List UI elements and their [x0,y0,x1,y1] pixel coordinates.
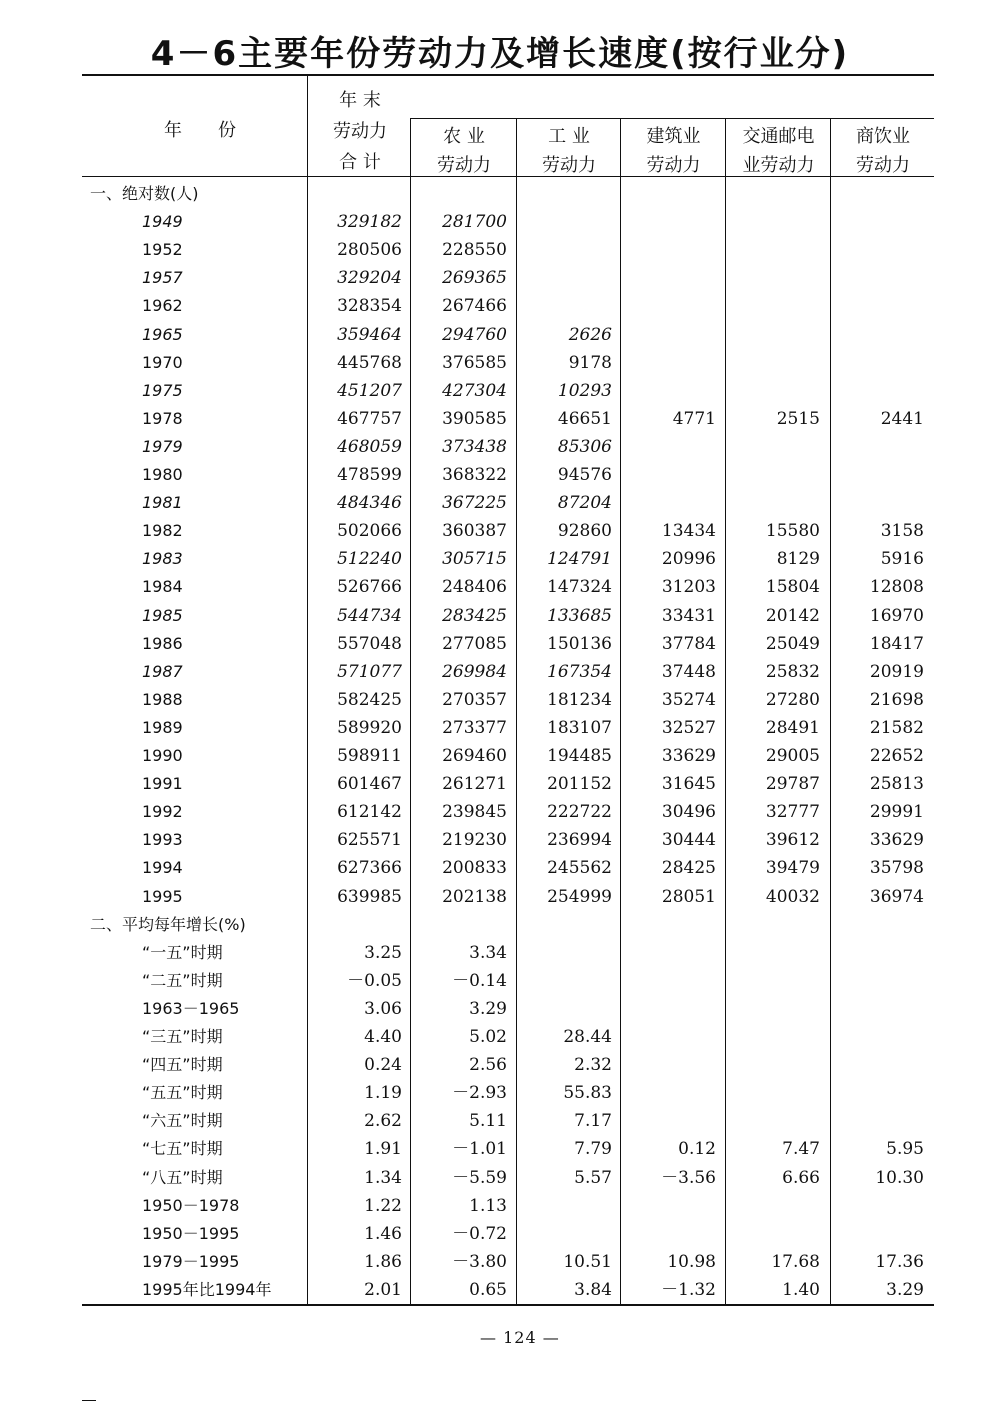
table-row [82,208,934,236]
cell-value: 28491 [765,717,820,738]
cell-value: 5.11 [469,1111,507,1132]
cell-value: 15580 [765,521,820,542]
cell-value: －3.56 [661,1167,716,1188]
cell-value: 2.56 [469,1055,507,1076]
cell-value: 85306 [557,436,612,457]
cell-value: 194485 [547,746,612,766]
cell-value: 277085 [442,633,507,654]
table-row [82,1107,934,1135]
row-label: “五五”时期 [142,1083,223,1103]
row-label: 1965 [142,324,183,344]
cell-value: 1.91 [364,1139,402,1160]
table-row [82,461,934,489]
table-row [82,517,934,545]
row-label: 1989 [142,717,183,737]
cell-value: 5.95 [886,1139,924,1160]
cell-value: 601467 [337,774,402,795]
corner-mark [82,1400,96,1401]
cell-value: 29991 [869,802,924,823]
cell-value: 267466 [442,296,507,317]
cell-value: 368322 [442,465,507,485]
cell-value: 25813 [869,774,924,795]
header-rule [410,118,934,119]
table-row [82,686,934,714]
table-row [82,967,934,995]
table-row [82,1192,934,1220]
section-growth-label: 二、平均每年增长(%) [90,914,246,934]
cell-value: 9178 [568,352,612,373]
page-title: 4－6主要年份劳动力及增长速度(按行业分) [150,34,850,74]
cell-value: 2441 [880,408,924,429]
cell-value: 1.22 [364,1195,402,1216]
header-year: 年 份 [164,120,236,141]
cell-value: 17.68 [771,1251,820,1272]
cell-value: 502066 [337,521,402,542]
cell-value: 5.57 [574,1167,612,1188]
row-label: 1995 [142,886,183,906]
row-label: “一五”时期 [142,942,223,962]
cell-value: 269460 [442,746,507,766]
cell-value: 55.83 [563,1083,612,1104]
cell-value: 7.79 [574,1139,612,1160]
cell-value: 222722 [547,802,612,823]
cell-value: 1.19 [364,1083,402,1104]
header-total-line3: 合 计 [339,152,381,173]
header-transport-line2: 业劳动力 [742,155,815,176]
cell-value: 484346 [337,493,402,514]
table-row [82,292,934,320]
cell-value: 1.86 [364,1251,402,1272]
cell-value: 261271 [442,774,507,795]
row-label: “四五”时期 [142,1055,223,1075]
row-label: 1987 [142,661,183,681]
cell-value: 39612 [765,830,820,851]
cell-value: 2515 [776,408,820,429]
table-row [82,349,934,377]
cell-value: 202138 [442,886,507,907]
cell-value: 598911 [337,746,402,766]
table-row [82,1023,934,1051]
table-row [82,545,934,573]
cell-value: 269984 [442,661,507,682]
row-label: 1949 [142,212,183,232]
cell-value: 28425 [661,858,716,879]
row-label: 1990 [142,746,183,765]
table-row [82,321,934,349]
cell-value: 1.13 [469,1195,507,1216]
cell-value: 40032 [765,886,820,907]
cell-value: 35798 [869,858,924,879]
cell-value: 20996 [661,549,716,570]
row-label: 1957 [142,268,183,288]
cell-value: 360387 [442,521,507,542]
cell-value: 269365 [442,268,507,289]
cell-value: 4771 [672,408,716,429]
cell-value: 7.47 [782,1139,820,1160]
cell-value: 427304 [442,380,507,401]
cell-value: 20142 [765,605,820,626]
cell-value: 35274 [661,689,716,710]
row-label: “六五”时期 [142,1111,223,1131]
row-label: “三五”时期 [142,1027,223,1046]
cell-value: 270357 [442,689,507,710]
table-row [82,742,934,770]
cell-value: 147324 [547,577,612,598]
cell-value: 294760 [442,324,507,345]
cell-value: 3.25 [364,942,402,963]
cell-value: 167354 [547,661,612,682]
row-label: 1978 [142,408,183,428]
table-row [82,798,934,826]
cell-value: 150136 [547,633,612,654]
cell-value: －2.93 [452,1083,507,1104]
table-row [82,1135,934,1163]
cell-value: 12808 [869,577,924,598]
cell-value: 39479 [765,858,820,879]
row-label: 1992 [142,802,183,822]
header-agri-line2: 劳动力 [437,155,491,176]
row-label: 1950－1978 [142,1195,240,1215]
cell-value: －0.05 [347,970,402,991]
cell-value: 283425 [442,605,507,626]
cell-value: 33629 [869,830,924,851]
table-row [82,1051,934,1079]
cell-value: 376585 [442,352,507,373]
cell-value: 3158 [880,521,924,542]
cell-value: 3.29 [886,1279,924,1300]
cell-value: 21698 [869,689,924,710]
cell-value: 245562 [547,858,612,879]
header-construction-line2: 劳动力 [646,155,701,176]
cell-value: 0.24 [364,1055,402,1076]
header-construction-line1: 建筑业 [646,126,701,147]
cell-value: 359464 [337,324,402,345]
row-label: 1962 [142,296,183,316]
cell-value: 201152 [547,774,612,795]
table-row [82,1276,934,1304]
row-label: “二五”时期 [142,970,223,990]
row-label: 1950－1995 [142,1223,240,1243]
cell-value: 25049 [765,633,820,654]
cell-value: 526766 [337,577,402,598]
table-bottom-rule [82,1304,934,1306]
row-label: 1952 [142,240,183,260]
cell-value: 512240 [337,549,402,570]
cell-value: 625571 [337,830,402,851]
table-row [82,1164,934,1192]
cell-value: 92860 [557,521,612,542]
cell-value: －5.59 [452,1167,507,1188]
cell-value: －3.80 [452,1251,507,1272]
row-label: 1979－1995 [142,1251,240,1271]
cell-value: 36974 [869,886,924,907]
table-row [82,602,934,630]
cell-value: 183107 [547,717,612,738]
section-growth [82,911,934,939]
cell-value: 627366 [337,858,402,879]
cell-value: 219230 [442,830,507,851]
table-row [82,714,934,742]
cell-value: 31645 [661,774,716,795]
table-row [82,658,934,686]
row-label: 1963－1965 [142,998,240,1018]
cell-value: 31203 [661,577,716,598]
cell-value: 10.51 [563,1251,612,1272]
table-row [82,264,934,292]
cell-value: 22652 [869,746,924,766]
cell-value: 3.06 [364,998,402,1019]
cell-value: 273377 [442,717,507,738]
cell-value: 124791 [547,549,612,570]
header-total-line1: 年 末 [339,90,381,111]
cell-value: 37784 [661,633,716,654]
cell-value: 27280 [765,689,820,710]
table-row [82,883,934,911]
cell-value: －0.14 [452,970,507,991]
cell-value: 228550 [442,240,507,261]
cell-value: 16970 [869,605,924,626]
cell-value: 468059 [337,436,402,457]
cell-value: 7.17 [574,1111,612,1132]
table-row [82,1248,934,1276]
page-number: — 124 — [480,1328,560,1347]
cell-value: －0.72 [452,1223,507,1244]
table-row [82,826,934,854]
cell-value: 37448 [661,661,716,682]
cell-value: 3.34 [469,942,507,963]
cell-value: 544734 [337,605,402,626]
row-label: 1975 [142,380,183,400]
row-label: 1988 [142,689,183,709]
cell-value: 6.66 [782,1167,820,1188]
cell-value: －1.32 [661,1279,716,1300]
row-label: 1979 [142,436,183,456]
section-absolute [82,180,934,208]
cell-value: 32527 [661,717,716,738]
row-label: 1983 [142,549,183,569]
cell-value: 367225 [442,493,507,514]
header-industry-line2: 劳动力 [542,155,596,176]
cell-value: 181234 [547,689,612,710]
cell-value: 33629 [661,746,716,766]
cell-value: 236994 [547,830,612,851]
cell-value: 20919 [869,661,924,682]
header-transport-line1: 交通邮电 [742,126,815,147]
section-absolute-label: 一、绝对数(人) [90,184,199,203]
cell-value: 589920 [337,717,402,738]
cell-value: 248406 [442,577,507,598]
row-label: 1985 [142,605,183,625]
row-label: “八五”时期 [142,1167,223,1187]
cell-value: －1.01 [452,1139,507,1160]
table-row [82,939,934,967]
table-row [82,573,934,601]
cell-value: 0.12 [678,1139,716,1160]
cell-value: 2626 [568,324,612,345]
row-label: 1982 [142,521,183,541]
cell-value: 32777 [765,802,820,823]
cell-value: 2.01 [364,1279,402,1300]
cell-value: 1.34 [364,1167,402,1188]
cell-value: 10293 [557,380,612,401]
cell-value: 200833 [442,858,507,879]
row-label: 1980 [142,465,183,484]
row-label: 1991 [142,774,183,794]
row-label: 1995年比1994年 [142,1279,272,1299]
cell-value: 3.84 [574,1279,612,1300]
row-label: 1984 [142,577,183,597]
cell-value: 329182 [337,212,402,233]
cell-value: 5.02 [469,1027,507,1047]
cell-value: 3.29 [469,998,507,1019]
cell-value: 639985 [337,886,402,907]
cell-value: 33431 [661,605,716,626]
cell-value: 280506 [337,240,402,261]
cell-value: 571077 [337,661,402,682]
cell-value: 17.36 [875,1251,924,1272]
cell-value: 18417 [869,633,924,654]
cell-value: 478599 [337,465,402,485]
row-label: 1981 [142,493,183,513]
cell-value: 1.46 [364,1223,402,1244]
cell-value: 305715 [442,549,507,570]
table-row [82,1220,934,1248]
table-row [82,854,934,882]
cell-value: 582425 [337,689,402,710]
cell-value: 2.62 [364,1111,402,1132]
cell-value: 281700 [442,212,507,233]
cell-value: 451207 [337,380,402,401]
cell-value: 29787 [765,774,820,795]
cell-value: 46651 [557,408,612,429]
row-label: “七五”时期 [142,1139,223,1159]
cell-value: 1.40 [782,1279,820,1300]
cell-value: 445768 [337,352,402,373]
table-row [82,770,934,798]
header-total-line2: 劳动力 [333,121,387,142]
header-industry-line1: 工 业 [548,126,590,147]
table-row [82,1079,934,1107]
cell-value: 13434 [661,521,716,542]
header-commerce-line2: 劳动力 [856,155,910,176]
cell-value: 133685 [547,605,612,626]
cell-value: 8129 [776,549,820,570]
header-agri-line1: 农 业 [443,126,485,147]
table-row [82,433,934,461]
table-row [82,630,934,658]
cell-value: 4.40 [364,1027,402,1047]
cell-value: 21582 [869,717,924,738]
cell-value: 94576 [557,465,612,485]
table-row [82,489,934,517]
cell-value: 0.65 [469,1279,507,1300]
cell-value: 467757 [337,408,402,429]
cell-value: 10.30 [875,1167,924,1188]
row-label: 1994 [142,858,183,878]
cell-value: 25832 [765,661,820,682]
cell-value: 15804 [765,577,820,598]
cell-value: 557048 [337,633,402,654]
row-label: 1993 [142,830,183,850]
table-row [82,236,934,264]
cell-value: 29005 [765,746,820,766]
table-row [82,377,934,405]
cell-value: 329204 [337,268,402,289]
row-label: 1986 [142,633,183,653]
table-row [82,405,934,433]
cell-value: 5916 [880,549,924,570]
cell-value: 254999 [547,886,612,907]
table-top-rule [82,74,934,76]
cell-value: 2.32 [574,1055,612,1076]
cell-value: 10.98 [667,1251,716,1272]
table-row [82,995,934,1023]
cell-value: 30496 [661,802,716,823]
cell-value: 28051 [661,886,716,907]
cell-value: 373438 [442,436,507,457]
row-label: 1970 [142,352,183,372]
cell-value: 28.44 [563,1027,612,1047]
cell-value: 328354 [337,296,402,317]
cell-value: 87204 [557,493,612,514]
header-commerce-line1: 商饮业 [856,126,910,147]
cell-value: 612142 [337,802,402,823]
cell-value: 390585 [442,408,507,429]
cell-value: 30444 [661,830,716,851]
cell-value: 239845 [442,802,507,823]
